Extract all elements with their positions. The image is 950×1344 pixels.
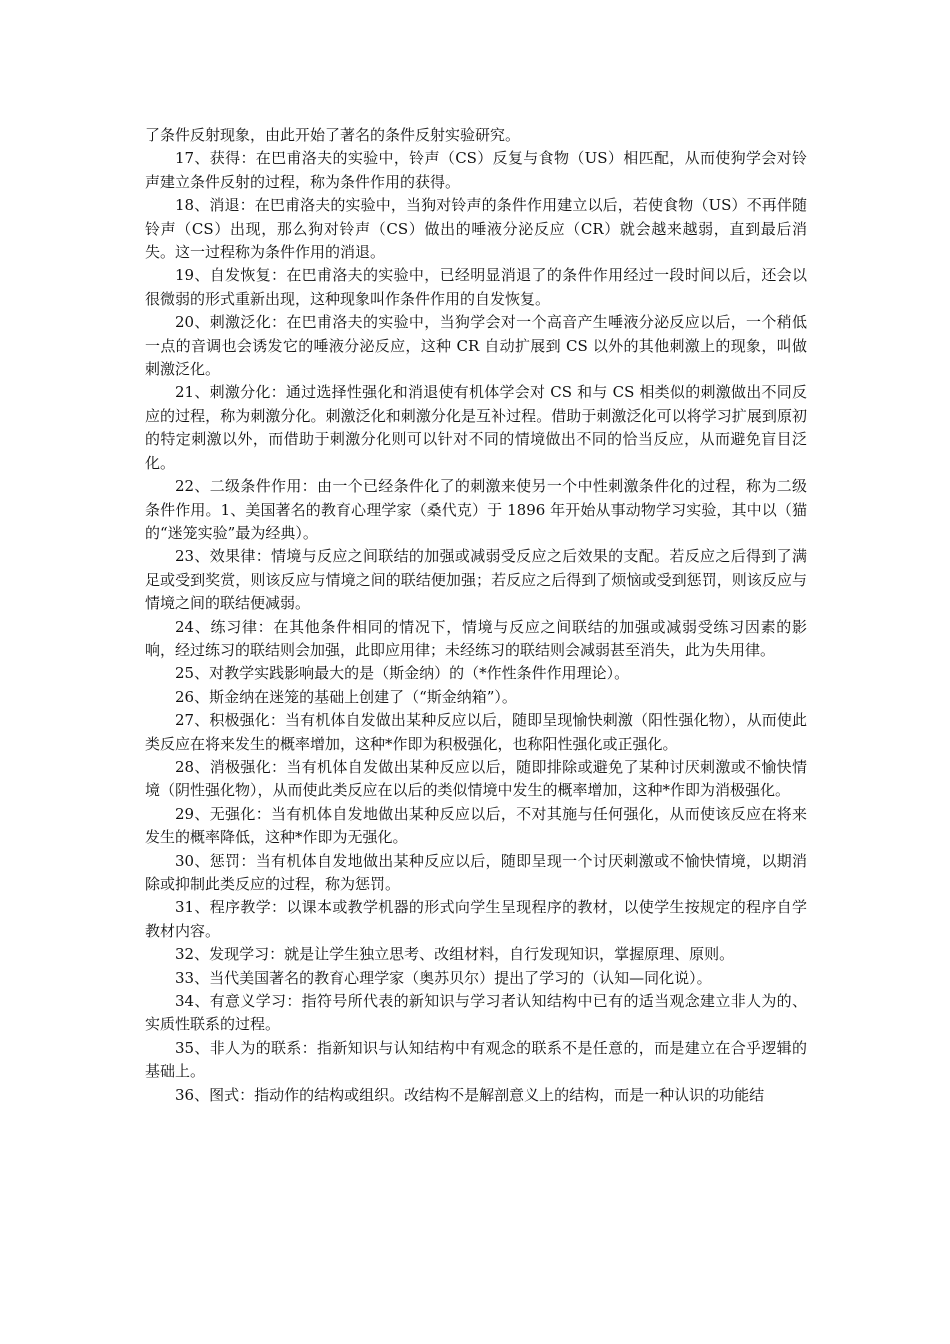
paragraph-31-programmed-instruction: 31、程序教学：以课本或教学机器的形式向学生呈现程序的教材，以使学生按规定的程序自学教材内容。 (145, 898, 807, 940)
document-body (145, 124, 807, 1107)
paragraph-18-extinction: 18、消退：在巴甫洛夫的实验中，当狗对铃声的条件作用建立以后，若使食物（US）不再伴随铃声（CS）出现，那么狗对铃声（CS）做出的唾液分泌反应（CR）就会越来越弱，直到最后消失。这一过程称为条件作用的消退。 (145, 196, 807, 262)
paragraph-28-negative-reinforcement: 28、消极强化：当有机体自发做出某种反应以后，随即排除或避免了某种讨厌刺激或不愉快情境（阴性强化物），从而使此类反应在以后的类似情境中发生的概率增加，这种*作即为消极强化。 (145, 757, 807, 800)
paragraph-26: 26、斯金纳在迷笼的基础上创建了（“斯金纳箱”）。 (175, 687, 517, 706)
paragraph-27-positive-reinforcement: 27、积极强化：当有机体自发做出某种反应以后，随即呈现愉快刺激（阳性强化物），从而使此类反应在将来发生的概率增加，这种*作即为积极强化，也称阳性强化或正强化。 (145, 711, 807, 753)
paragraph-21-stimulus-discrimination: 21、刺激分化：通过选择性强化和消退使有机体学会对 CS 和与 CS 相类似的刺激做出不同反应的过程，称为刺激分化。刺激泛化和刺激分化是互补过程。借助于刺激泛化可以将学习扩展到原初的特定刺激以外，而借助于刺激分化则可以针对不同的情境做出不同的恰当反应，从而避免盲目泛化。 (145, 383, 807, 472)
paragraph-continuation: 了条件反射现象，由此开始了著名的条件反射实验研究。 (145, 126, 521, 144)
paragraph-22-second-order-conditioning: 22、二级条件作用：由一个已经条件化了的刺激来使另一个中性刺激条件化的过程，称为二级条件作用。1、美国著名的教育心理学家（桑代克）于 1896 年开始从事动物学习实验，其中以（猫的“迷笼实验”最为经典）。 (145, 477, 807, 542)
paragraph-23-law-of-effect: 23、效果律：情境与反应之间联结的加强或减弱受反应之后效果的支配。若反应之后得到了满足或受到奖赏，则该反应与情境之间的联结便加强；若反应之后得到了烦恼或受到惩罚，则该反应与情境之间的联结便减弱。 (145, 547, 807, 613)
paragraph-35-non-arbitrary-connection: 35、非人为的联系：指新知识与认知结构中有观念的联系不是任意的，而是建立在合乎逻辑的基础上。 (145, 1038, 807, 1081)
paragraph-34-meaningful-learning: 34、有意义学习：指符号所代表的新知识与学习者认知结构中已有的适当观念建立非人为的、实质性联系的过程。 (145, 992, 807, 1034)
paragraph-25: 25、对教学实践影响最大的是（斯金纳）的（*作性条件作用理论）。 (175, 664, 630, 683)
paragraph-20-stimulus-generalization: 20、刺激泛化：在巴甫洛夫的实验中，当狗学会对一个高音产生唾液分泌反应以后，一个稍低一点的音调也会诱发它的唾液分泌反应，这种 CR 自动扩展到 CS 以外的其他刺激上的现象，叫做刺激泛化。 (145, 313, 807, 379)
paragraph-36-schema: 36、图式：指动作的结构或组织。改结构不是解剖意义上的结构，而是一种认识的功能结 (175, 1085, 765, 1104)
paragraph-30-punishment: 30、惩罚：当有机体自发地做出某种反应以后，随即呈现一个讨厌刺激或不愉快情境，以期消除或抑制此类反应的过程，称为惩罚。 (145, 851, 807, 893)
paragraph-32-discovery-learning: 32、发现学习：就是让学生独立思考、改组材料，自行发现知识，掌握原理、原则。 (175, 945, 735, 964)
paragraph-17-acquisition: 17、获得：在巴甫洛夫的实验中，铃声（CS）反复与食物（US）相匹配，从而使狗学会对铃声建立条件反射的过程，称为条件作用的获得。 (145, 149, 807, 191)
paragraph-19-spontaneous-recovery: 19、自发恢复：在巴甫洛夫的实验中，已经明显消退了的条件作用经过一段时间以后，还会以很微弱的形式重新出现，这种现象叫作条件作用的自发恢复。 (145, 266, 807, 308)
paragraph-29-no-reinforcement: 29、无强化：当有机体自发地做出某种反应以后，不对其施与任何强化，从而使该反应在将来发生的概率降低，这种*作即为无强化。 (145, 804, 807, 847)
paragraph-33: 33、当代美国著名的教育心理学家（奥苏贝尔）提出了学习的（认知—同化说）。 (175, 968, 712, 987)
paragraph-24-law-of-exercise: 24、练习律：在其他条件相同的情况下，情境与反应之间联结的加强或减弱受练习因素的影响，经过练习的联结则会加强，此即应用律；未经练习的联结则会减弱甚至消失，此为失用律。 (145, 617, 807, 659)
